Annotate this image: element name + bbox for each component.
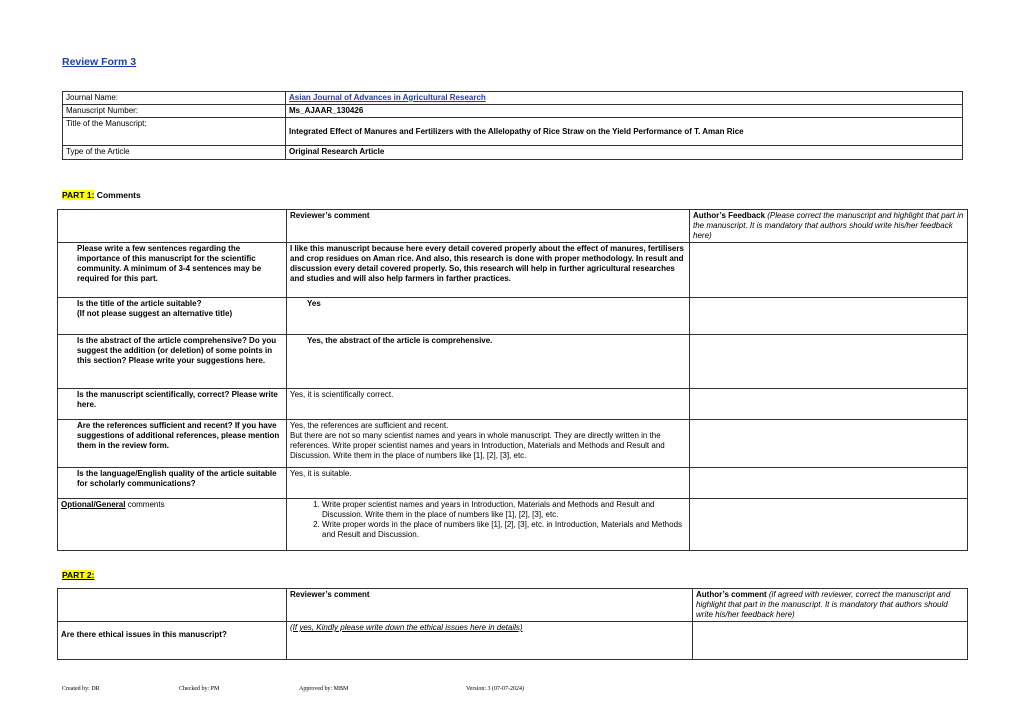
- question-ethical: Are there ethical issues in this manuscript?: [58, 622, 287, 660]
- answer-abstract: Yes, the abstract of the article is comprehensive.: [287, 335, 690, 389]
- question-scientific: Is the manuscript scientifically, correct? Please write here.: [58, 389, 287, 420]
- optional-comments-list: [287, 499, 690, 551]
- optional-item: 1. Write proper scientist names and years in Introduction, Materials and Methods and Result and Discussion. Write them in the place of numbers like [1], [2], [3], etc.: [322, 500, 686, 520]
- question-importance: Please write a few sentences regarding the importance of this manuscript for the scientific community. A minimum of 3-4 sentences may be required for this part.: [58, 243, 287, 298]
- answer-ethical: (If yes, Kindly please write down the ethical issues here in details): [287, 622, 693, 660]
- part1-header-author: Author’s Feedback (Please correct the manuscript and highlight that part in the manuscript. It is mandatory that authors should write his/her feedback here): [690, 210, 968, 243]
- title-value: Integrated Effect of Manures and Fertilizers with the Allelopathy of Rice Straw on the Yield Performance of T. Aman Rice: [286, 118, 963, 146]
- title-label: Title of the Manuscript:: [63, 118, 286, 146]
- question-abstract: Is the abstract of the article comprehensive? Do you suggest the addition (or deletion) of some points in this section? Please write your suggestions here.: [58, 335, 287, 389]
- part2-table: [57, 588, 968, 660]
- author-feedback-cell[interactable]: [690, 468, 968, 499]
- part1-label: PART 1:: [62, 190, 95, 200]
- answer-title: Yes: [287, 298, 690, 335]
- journal-label: Journal Name:: [63, 92, 286, 105]
- footer-checked: Checked by: PM: [179, 686, 220, 692]
- author-feedback-cell[interactable]: [690, 298, 968, 335]
- part2-label: PART 2:: [62, 570, 95, 580]
- form-title: Review Form 3: [62, 56, 137, 68]
- part2-header-author: Author’s comment (if agreed with reviewer, correct the manuscript and highlight that part in the manuscript. It is mandatory that authors should write his/her feedback here): [693, 589, 968, 622]
- author-comment-cell[interactable]: [693, 622, 968, 660]
- author-feedback-cell[interactable]: [690, 389, 968, 420]
- part2-heading: [62, 570, 94, 580]
- part1-table: [57, 209, 968, 551]
- article-type-label: Type of the Article: [63, 146, 286, 160]
- question-language: Is the language/English quality of the article suitable for scholarly communications?: [58, 468, 287, 499]
- author-feedback-cell[interactable]: [690, 420, 968, 468]
- author-feedback-cell[interactable]: [690, 243, 968, 298]
- footer-version: Version: 3 (07-07-2024): [466, 686, 524, 692]
- article-type-value: Original Research Article: [286, 146, 963, 160]
- answer-references: Yes, the references are sufficient and recent. But there are not so many scientist names and years in whole manuscript. They are directly written in the references. Write proper scientist names and years in Introduction, Materials and Methods and Result and Discussion. Write them in the place of numbers like [1], [2], [3], etc.: [287, 420, 690, 468]
- optional-comments-label: Optional/General comments: [58, 499, 287, 551]
- answer-language: Yes, it is suitable.: [287, 468, 690, 499]
- footer-created: Created by: DR: [62, 686, 100, 692]
- part1-heading: [62, 190, 141, 200]
- optional-item: 2. Write proper words in the place of numbers like [1], [2], [3], etc. in Introduction, Materials and Methods and Result and Discussion.: [322, 520, 686, 540]
- footer-approved: Approved by: MBM: [299, 686, 349, 692]
- part2-header-reviewer: Reviewer’s comment: [287, 589, 693, 622]
- question-title: Is the title of the article suitable? (If not please suggest an alternative title): [58, 298, 287, 335]
- journal-link[interactable]: Asian Journal of Advances in Agricultural Research: [289, 93, 486, 102]
- author-feedback-cell[interactable]: [690, 499, 968, 551]
- answer-importance: I like this manuscript because here every detail covered properly about the effect of manures, fertilisers and crop residues on Aman rice. And also, this research is done with proper methodology. In result and discussion every detail covered properly. So, this research will help in further agricultural researches and studies and will also help farmers in farther practices.: [287, 243, 690, 298]
- manuscript-info-table: [62, 91, 963, 160]
- answer-scientific: Yes, it is scientifically correct.: [287, 389, 690, 420]
- author-feedback-cell[interactable]: [690, 335, 968, 389]
- manuscript-number-value: Ms_AJAAR_130426: [286, 105, 963, 118]
- question-references: Are the references sufficient and recent? If you have suggestions of additional references, please mention them in the review form.: [58, 420, 287, 468]
- part1-suffix: Comments: [94, 190, 141, 200]
- manuscript-number-label: Manuscript Number:: [63, 105, 286, 118]
- part1-header-reviewer: Reviewer’s comment: [287, 210, 690, 243]
